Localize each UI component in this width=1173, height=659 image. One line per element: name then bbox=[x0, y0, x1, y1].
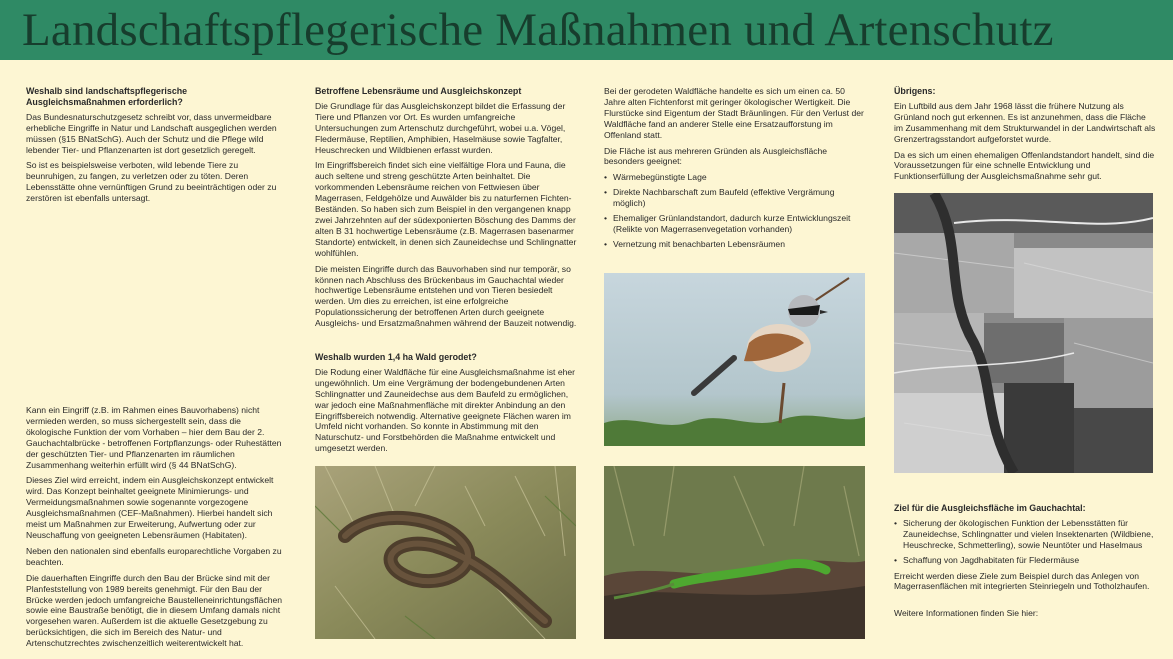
paragraph: Die Rodung einer Waldfläche für eine Ausgleichsmaßnahme ist eher ungewöhnlich. Um eine Vergrämung der bodengebundenen Arten Schlingnatter und Zauneidechse aus dem Baufeld zu ermöglichen, war jedoch eine Maßnahmenfläche mit direkter Anbindung an den Eingriffsbereich notwendig. Alternative geeignete Flächen waren im Umfeld nicht vorhanden. So konnte in Abstimmung mit den Naturschutz- und Forstbehörden die Maßnahme entwickelt und umgesetzt werden. bbox=[315, 366, 576, 454]
heading-incidentally: Übrigens: bbox=[894, 86, 936, 96]
page-title: Landschaftspflegerische Maßnahmen und Artenschutz bbox=[22, 4, 1054, 56]
paragraph: Bei der gerodeten Waldfläche handelte es sich um einen ca. 50 Jahre alten Fichtenforst mit geringer ökologischer Wertigkeit. Die Flurstücke sind Eigentum der Stadt Bräunlingen. Für den Verlust der Waldfläche fand an anderer Stelle eine Ersatzaufforstung im Offenland statt. bbox=[604, 86, 864, 140]
lizard-photo bbox=[604, 466, 865, 639]
paragraph: Neben den nationalen sind ebenfalls europarechtliche Vorgaben zu beachten. bbox=[26, 545, 282, 567]
paragraph: Erreicht werden diese Ziele zum Beispiel durch das Anlegen von Magerrasenflächen mit integrierten Steinriegeln und Totholzhaufen. bbox=[894, 570, 1150, 592]
column-4-lower bbox=[894, 503, 1156, 624]
suitability-list bbox=[604, 172, 866, 249]
paragraph: Die Fläche ist aus mehreren Gründen als Ausgleichsfläche besonders geeignet: bbox=[604, 145, 828, 167]
paragraph: Dieses Ziel wird erreicht, indem ein Ausgleichskonzept entwickelt wird. Das Konzept beinhaltet geeignete Minimierungs- und Vermeidungsmaßnahmen sowie sogenannte vorgezogene Ausgleichsmaßnahmen (CEF-Maßnahmen). Hierbei handelt sich meist um Maßnahmen zur Erweiterung, Aufwertung oder zur Neuschaffung von geeigneten Lebensräumen (Habitaten). bbox=[26, 475, 274, 540]
heading-why-measures: Weshalb sind landschaftspflegerische Ausgleichsmaßnahmen erforderlich? bbox=[26, 86, 188, 107]
column-1-bottom bbox=[26, 405, 288, 654]
further-info: Weitere Informationen finden Sie hier: bbox=[894, 608, 1039, 619]
list-item: • Schaffung von Jagdhabitaten für Fledermäuse bbox=[903, 555, 1156, 566]
paragraph: Die Grundlage für das Ausgleichskonzept bildet die Erfassung der Tiere und Pflanzen vor Ort. Es wurden umfangreiche Untersuchungen zum Artenschutz durchgeführt, wobei u.a. Vögel, Fledermäuse, Reptilien, Amphibien, Haselmäuse sowie Tagfalter, Heuschrecken und Wildbienen erfasst wurden. bbox=[315, 100, 566, 155]
list-item: • Vernetzung mit benachbarten Lebensräumen bbox=[613, 239, 866, 250]
column-4 bbox=[894, 86, 1156, 187]
title-banner bbox=[0, 0, 1173, 60]
heading-habitats: Betroffene Lebensräume und Ausgleichskonzept bbox=[315, 86, 522, 96]
list-item: • Direkte Nachbarschaft zum Baufeld (effektive Vergrämung möglich) bbox=[613, 187, 866, 209]
column-3 bbox=[604, 86, 866, 255]
column-2 bbox=[315, 86, 577, 334]
snake-photo bbox=[315, 466, 576, 639]
paragraph: Die meisten Eingriffe durch das Bauvorhaben sind nur temporär, so können nach Abschluss des Brückenbaus im Gauchachtal wieder hochwertige Lebensräume entstehen und von Tieren besiedelt werden. Um dies zu erreichen, ist eine erfolgreiche Populationssicherung der betroffenen Arten durch geeignete Ausgleichs- und Ersatzmaßnahmen während der Bauzeit notwendig. bbox=[315, 263, 577, 329]
paragraph: So ist es beispielsweise verboten, wild lebende Tiere zu beunruhigen, zu fangen, zu verletzen oder zu töten. Deren Lebensstätte ohne vernünftigen Grund zu beeinträchtigen oder zu zerstören ist ebenfalls untersagt. bbox=[26, 160, 277, 204]
aerial-photo bbox=[894, 193, 1153, 473]
paragraph: Im Eingriffsbereich findet sich eine vielfältige Flora und Fauna, die auch seltene und streng geschützte Arten beinhaltet. Die vorkommenden Lebensräume reichen von Fettwiesen über Magerrasen, Feldgehölze und Auwälder bis zu naturfernen Fichten-Beständen. So haben sich zum Beispiel in den vergangenen knapp zwei Jahrzehnten auf der südexponierten Böschung des Damms der alten B 31 hochwertige Lebensräume (z.B. Magerrasen basenarmer Standorte) entwickelt, in denen sich Zauneidechse und Schlingnatter wohlfühlen. bbox=[315, 160, 577, 258]
paragraph: Da es sich um einen ehemaligen Offenlandstandort handelt, sind die Voraussetzungen für eine schnelle Entwicklung und Funktionserfüllung der Ausgleichsmaßnahme sehr gut. bbox=[894, 149, 1155, 182]
paragraph: Das Bundesnaturschutzgesetz schreibt vor, dass unvermeidbare erhebliche Eingriffe in Natur und Landschaft ausgeglichen werden müssen (§15 BNatSchG). Auch der Schutz und die Pflege wild lebender Tier- und Pflanzenarten ist dort gesetzlich geregelt. bbox=[26, 111, 277, 155]
shrike-bird-photo bbox=[604, 273, 865, 446]
heading-goal: Ziel für die Ausgleichsfläche im Gauchachtal: bbox=[894, 503, 1086, 513]
paragraph: Kann ein Eingriff (z.B. im Rahmen eines Bauvorhabens) nicht vermieden werden, so muss sichergestellt sein, dass die ökologische Funktion der vom Vorhaben – hier dem Bau der 2. Gauchachtalbrücke - betroffenen Fortpflanzungs- oder Ruhestätten der geschützten Tier- und Pflanzenarten im räumlichen Zusammenhang weiterhin erfüllt wird (§ 44 BNatSchG). bbox=[26, 405, 282, 470]
heading-forest-cleared: Weshalb wurden 1,4 ha Wald gerodet? bbox=[315, 352, 477, 362]
list-item: • Ehemaliger Grünlandstandort, dadurch kurze Entwicklungszeit (Relikte von Magerrasenvegetation vorhanden) bbox=[613, 213, 866, 235]
list-item: • Wärmebegünstigte Lage bbox=[613, 172, 866, 183]
list-item: • Sicherung der ökologischen Funktion der Lebensstätten für Zauneidechse, Schlingnatter und vielen Insektenarten (Wildbiene, Heuschrecke, Schmetterling), sowie Neuntöter und Haselmaus bbox=[903, 518, 1156, 551]
paragraph: Ein Luftbild aus dem Jahr 1968 lässt die frühere Nutzung als Grünland noch gut erkennen. Es ist anzunehmen, dass die Fläche im Zusammenhang mit dem Strukturwandel in der Landwirtschaft als Grenzertragsstandort aufgeforstet wurde. bbox=[894, 100, 1156, 144]
column-2-lower bbox=[315, 352, 577, 459]
column-1-top bbox=[26, 86, 288, 209]
goal-list bbox=[894, 518, 1156, 566]
paragraph: Die dauerhaften Eingriffe durch den Bau der Brücke sind mit der Planfeststellung von 1989 bereits genehmigt. Für den Bau der Brücke werden jedoch umfangreiche Baustelleneinrichtungsflächen sowie eine Baustraße benötigt, die in diesem Umfang damals nicht vorgesehen waren. Außerdem ist die aktuelle Gesetzgebung zu berücksichtigen, die sich im Bereich des Natur- und Artenschutzrechtes zwischenzeitlich weiterentwickelt hat. bbox=[26, 572, 283, 649]
